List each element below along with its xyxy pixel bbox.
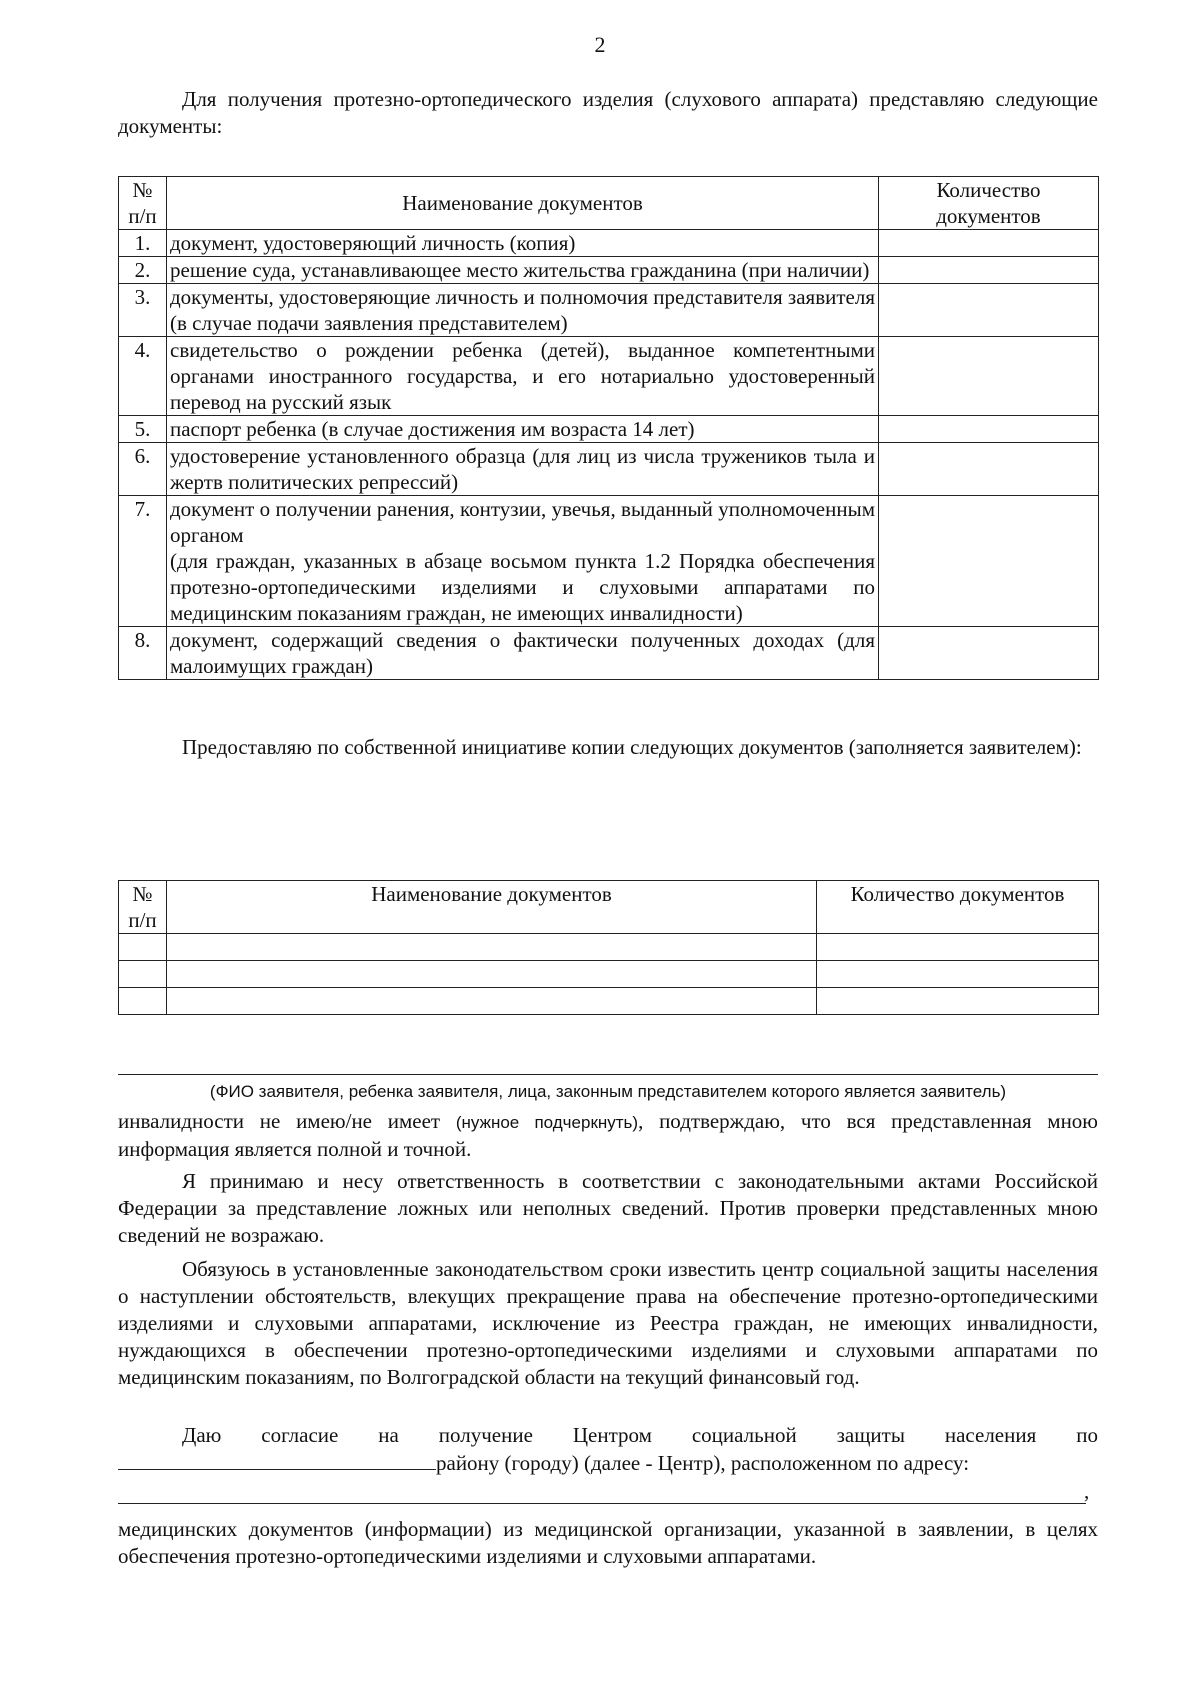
empty-cell-name[interactable]: [167, 961, 817, 988]
column-header-name: Наименование документов: [167, 177, 879, 230]
intro-text: Для получения протезно-ортопедического изделия (слухового аппарата) представляю следующие документы:: [118, 87, 1098, 138]
table-row: [119, 961, 1099, 988]
consent-word: по: [1076, 1423, 1098, 1447]
disability-pre: инвалидности не имею/не имеет: [118, 1109, 441, 1133]
document-name: документы, удостоверяющие личность и полномочия представителя заявителя (в случае подачи заявления представителем): [167, 284, 879, 337]
disability-note: (нужное подчеркнуть): [455, 1113, 639, 1132]
table-row: [119, 230, 1099, 257]
table-row: [119, 443, 1099, 496]
row-number: 6.: [119, 443, 167, 496]
initiative-documents-table: [118, 880, 1099, 1015]
empty-cell-name[interactable]: [167, 988, 817, 1015]
table-row: [119, 257, 1099, 284]
row-number: 3.: [119, 284, 167, 337]
table-row: [119, 337, 1099, 416]
page-number: 2: [594, 32, 606, 57]
document-count-cell[interactable]: [879, 337, 1099, 416]
consent-line-2: [118, 1449, 1098, 1477]
fio-caption: (ФИО заявителя, ребенка заявителя, лица, законным представителем которого является заявитель): [209, 1082, 1007, 1101]
column-header-name: Наименование документов: [167, 881, 817, 934]
consent-word: Даю: [182, 1423, 222, 1447]
document-name: документ, удостоверяющий личность (копия): [167, 230, 879, 257]
empty-cell-name[interactable]: [167, 934, 817, 961]
empty-cell-count[interactable]: [817, 961, 1099, 988]
document-name: паспорт ребенка (в случае достижения им возраста 14 лет): [167, 416, 879, 443]
consent-word: населения: [944, 1423, 1037, 1447]
empty-cell-count[interactable]: [817, 934, 1099, 961]
consent-word: социальной: [691, 1423, 797, 1447]
column-header-number: № п/п: [119, 177, 167, 230]
column-header-count: Количество документов: [817, 881, 1099, 934]
document-count-cell[interactable]: [879, 230, 1099, 257]
consent-word: на: [378, 1423, 399, 1447]
table-header-row: [119, 177, 1099, 230]
column-header-number: № п/п: [119, 881, 167, 934]
required-documents-table: [118, 176, 1099, 680]
fio-input-line[interactable]: [118, 1074, 1098, 1075]
disability-post: , подтверждаю, что вся представленная мною информация является полной и точной.: [118, 1109, 1098, 1161]
row-number: 2.: [119, 257, 167, 284]
row-number: 7.: [119, 496, 167, 627]
responsibility-paragraph: Я принимаю и несу ответственность в соответствии с законодательными актами Российской Федерации за представление ложных или неполных сведений. Против проверки представленных мною сведений не возражаю.: [118, 1169, 1098, 1247]
document-count-cell[interactable]: [879, 443, 1099, 496]
table-row: [119, 416, 1099, 443]
consent-word: согласие: [261, 1423, 339, 1447]
document-count-cell[interactable]: [879, 496, 1099, 627]
table-row: [119, 627, 1099, 680]
table-header-row: [119, 881, 1099, 934]
column-header-count: Количество документов: [879, 177, 1099, 230]
obligation-paragraph: Обязуюсь в установленные законодательством сроки известить центр социальной защиты населения о наступлении обстоятельств, влекущих прекращение права на обеспечение протезно-ортопедическими изделиями и слуховыми аппаратами, исключение из Реестра граждан, не имеющих инвалидности, нуждающихся в обеспечении протезно-ортопедическими изделиями и слуховыми аппаратами по медицинским показаниям, по Волгоградской области на текущий финансовый год.: [118, 1257, 1098, 1389]
document-name-extra: (для граждан, указанных в абзаце восьмом пункта 1.2 Порядка обеспечения протезно-ортопедическими изделиями и слуховыми аппаратами по медицинским показаниям граждан, не имеющих инвалидности): [170, 549, 875, 625]
document-count-cell[interactable]: [879, 257, 1099, 284]
consent-end-paragraph: медицинских документов (информации) из медицинской организации, указанной в заявлении, в целях обеспечения протезно-ортопедическими изделиями и слуховыми аппаратами.: [118, 1517, 1098, 1568]
consent-line-1: [182, 1422, 1098, 1449]
row-number: 1.: [119, 230, 167, 257]
empty-cell-count[interactable]: [817, 988, 1099, 1015]
district-input-line[interactable]: [118, 1449, 436, 1470]
empty-cell-num[interactable]: [119, 934, 167, 961]
table-row: [119, 934, 1099, 961]
row-number: 8.: [119, 627, 167, 680]
address-input-line[interactable]: [118, 1503, 1086, 1504]
table-row: [119, 284, 1099, 337]
address-comma: ,: [1084, 1479, 1090, 1503]
empty-cell-num[interactable]: [119, 961, 167, 988]
disability-statement: [118, 1108, 1098, 1163]
document-count-cell[interactable]: [879, 416, 1099, 443]
document-name: удостоверение установленного образца (для лиц из числа тружеников тыла и жертв политических репрессий): [167, 443, 879, 496]
consent-district-text: району (городу) (далее - Центр), расположенном по адресу:: [436, 1451, 970, 1475]
table-row: [119, 496, 1099, 627]
consent-word: защиты: [836, 1423, 905, 1447]
document-count-cell[interactable]: [879, 627, 1099, 680]
consent-word: получение: [438, 1423, 533, 1447]
row-number: 5.: [119, 416, 167, 443]
document-name-main: документ о получении ранения, контузии, увечья, выданный уполномоченным органом: [170, 497, 875, 547]
consent-word: Центром: [572, 1423, 652, 1447]
document-name: [167, 496, 879, 627]
document-name: свидетельство о рождении ребенка (детей), выданное компетентными органами иностранного государства, и его нотариально удостоверенный перевод на русский язык: [167, 337, 879, 416]
empty-cell-num[interactable]: [119, 988, 167, 1015]
initiative-text: Предоставляю по собственной инициативе копии следующих документов (заполняется заявителем):: [182, 735, 1082, 759]
document-name: документ, содержащий сведения о фактически полученных доходах (для малоимущих граждан): [167, 627, 879, 680]
table-row: [119, 988, 1099, 1015]
document-count-cell[interactable]: [879, 284, 1099, 337]
row-number: 4.: [119, 337, 167, 416]
document-name: решение суда, устанавливающее место жительства гражданина (при наличии): [167, 257, 879, 284]
